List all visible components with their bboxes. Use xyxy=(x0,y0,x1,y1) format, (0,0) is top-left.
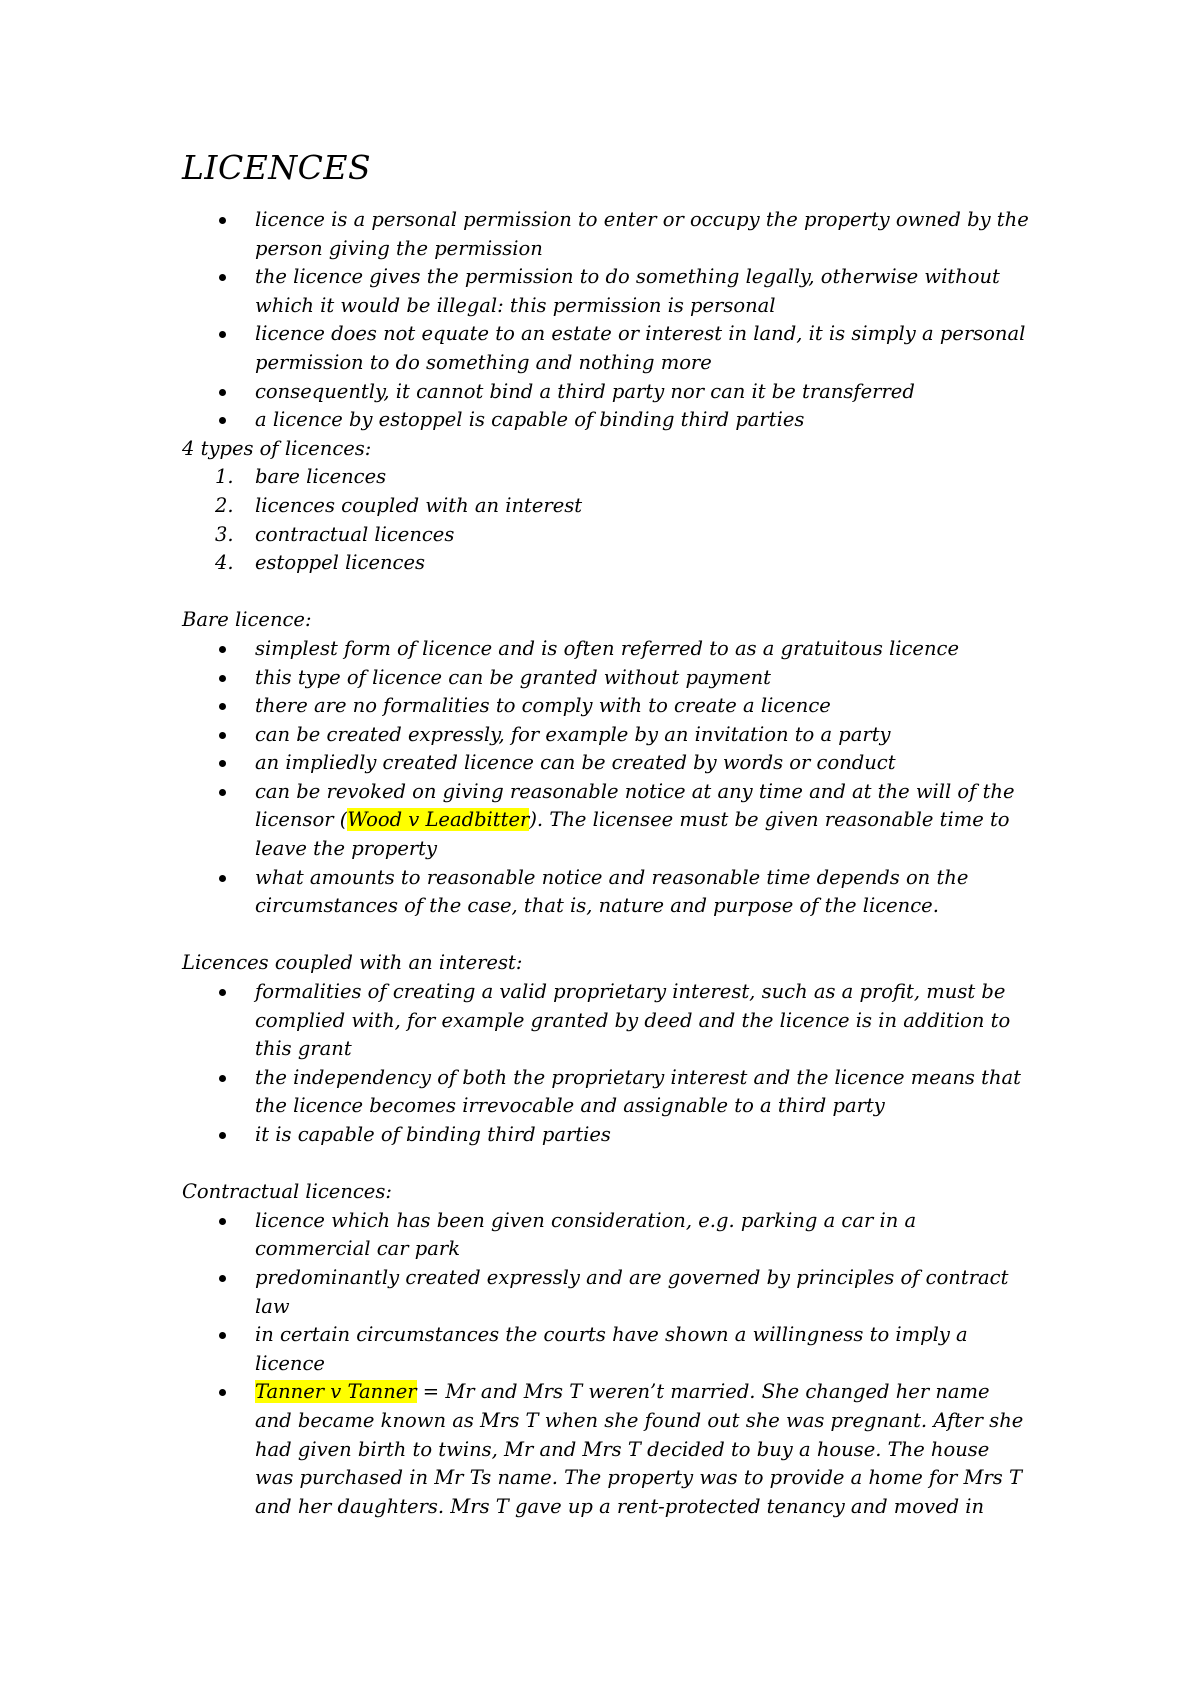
list-text: estoppel licences xyxy=(255,551,426,575)
list-item: simplest form of licence and is often referred to as a gratuitous licence xyxy=(182,635,1032,664)
list-item: what amounts to reasonable notice and reasonable time depends on the circumstances of the case, that is, nature and purpose of the licence. xyxy=(182,864,1032,921)
coupled-licence-heading: Licences coupled with an interest: xyxy=(182,951,523,975)
list-item: formalities of creating a valid proprietary interest, such as a profit, must be complied with, for example granted by deed and the licence is in addition to this grant xyxy=(182,978,1032,1064)
highlighted-case-name: Wood v Leadbitter xyxy=(347,808,530,832)
list-item xyxy=(182,549,1032,578)
document-body xyxy=(182,148,1032,1521)
list-number: 4. xyxy=(215,551,234,575)
list-item: consequently, it cannot bind a third party nor can it be transferred xyxy=(182,378,1032,407)
list-item xyxy=(182,492,1032,521)
text-segment: can be revoked on giving reasonable notice at any time and at the will of the licensor ( xyxy=(255,779,1015,832)
list-item: in certain circumstances the courts have shown a willingness to imply a licence xyxy=(182,1321,1032,1378)
list-item: the independency of both the proprietary interest and the licence means that the licence becomes irrevocable and assignable to a third party xyxy=(182,1064,1032,1121)
bare-licence-heading: Bare licence: xyxy=(182,608,312,632)
list-text: contractual licences xyxy=(255,522,455,546)
types-list xyxy=(182,463,1032,577)
types-heading: 4 types of licences: xyxy=(182,436,372,460)
list-item: a licence by estoppel is capable of binding third parties xyxy=(182,406,1032,435)
list-item xyxy=(182,1378,1032,1521)
spacer xyxy=(182,1150,1032,1179)
list-item xyxy=(182,463,1032,492)
text-segment: = Mr and Mrs T weren’t married. She changed her name and became known as Mrs T when she found out she was pregnant. After she had given birth to twins, Mr and Mrs T decided to buy a house. The house was purchased in Mr Ts name. The property was to provide a home for Mrs T and her daughters. Mrs T gave up a rent-protected tenancy and moved in xyxy=(255,1380,1024,1518)
list-item: the licence gives the permission to do something legally, otherwise without which it would be illegal: this permission is personal xyxy=(182,263,1032,320)
list-item: licence is a personal permission to enter or occupy the property owned by the person giving the permission xyxy=(182,206,1032,263)
intro-list xyxy=(182,206,1032,435)
list-text: bare licences xyxy=(255,465,387,489)
list-item xyxy=(182,778,1032,864)
list-item: licence which has been given consideration, e.g. parking a car in a commercial car park xyxy=(182,1207,1032,1264)
list-number: 1. xyxy=(215,465,234,489)
coupled-licence-list xyxy=(182,978,1032,1150)
spacer xyxy=(182,578,1032,607)
list-item: an impliedly created licence can be created by words or conduct xyxy=(182,749,1032,778)
page-title: LICENCES xyxy=(182,148,372,187)
list-item: predominantly created expressly and are governed by principles of contract law xyxy=(182,1264,1032,1321)
list-number: 2. xyxy=(215,493,234,517)
list-item: can be created expressly, for example by an invitation to a party xyxy=(182,721,1032,750)
list-item: there are no formalities to comply with to create a licence xyxy=(182,692,1032,721)
list-text: licences coupled with an interest xyxy=(255,493,583,517)
list-item: it is capable of binding third parties xyxy=(182,1121,1032,1150)
bare-licence-list xyxy=(182,635,1032,921)
list-number: 3. xyxy=(215,522,234,546)
spacer xyxy=(182,921,1032,950)
text-segment: ). The licensee must be given reasonable time to leave the property xyxy=(255,808,1010,861)
list-item: this type of licence can be granted without payment xyxy=(182,664,1032,693)
highlighted-case-name: Tanner v Tanner xyxy=(255,1380,417,1404)
contractual-licence-list xyxy=(182,1207,1032,1522)
contractual-licence-heading: Contractual licences: xyxy=(182,1180,392,1204)
list-item: licence does not equate to an estate or interest in land, it is simply a personal permission to do something and nothing more xyxy=(182,320,1032,377)
list-item xyxy=(182,521,1032,550)
